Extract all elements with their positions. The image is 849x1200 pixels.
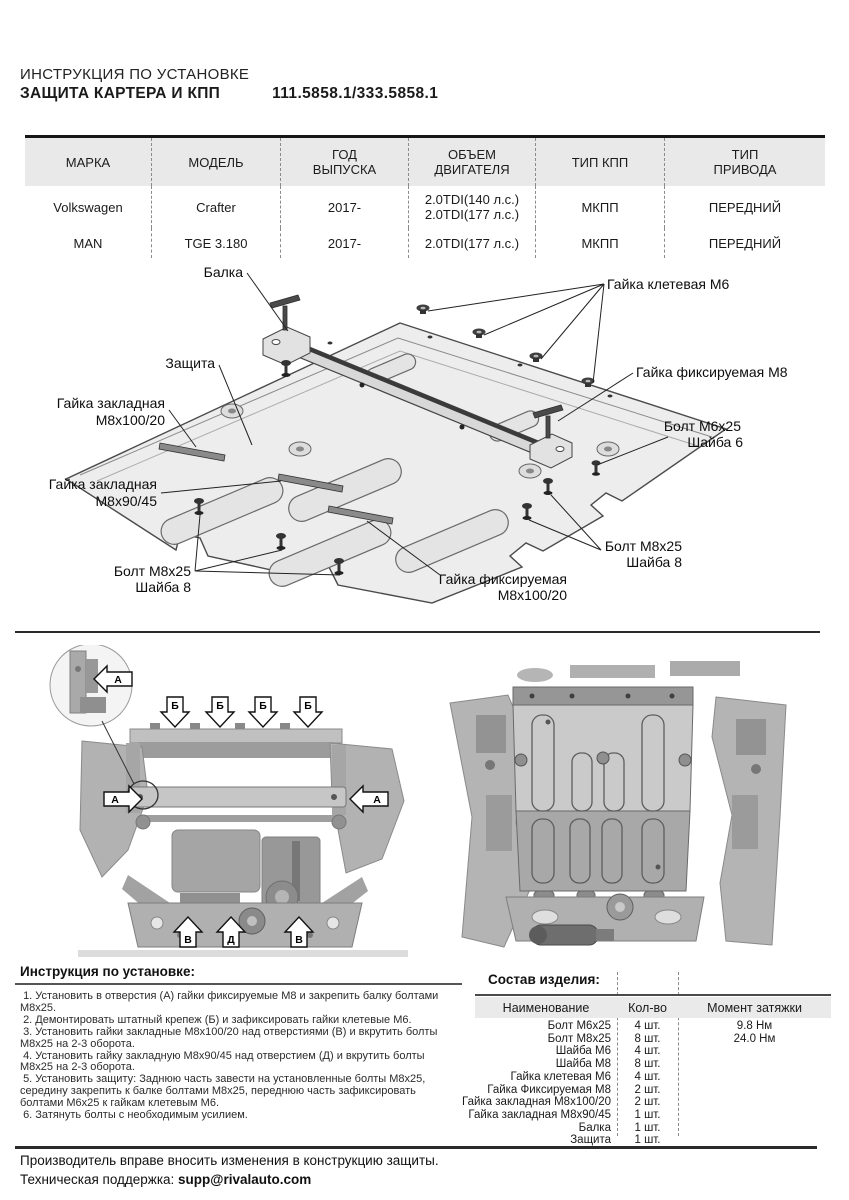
label-bolt-m6x25: Болт М6х25 [663,418,741,434]
table-cell: МКПП [535,186,664,228]
step-2: 2. Демонтировать штатный крепеж (Б) и зафиксировать гайки клетевые М6. [20,1013,412,1026]
table-cell: ПЕРЕДНИЙ [664,228,825,258]
parts-header-row [475,997,831,1018]
col-header-drive: ТИП ПРИВОДА [664,138,825,186]
support-line [20,1172,311,1187]
step-1: 1. Установить в отверстия (А) гайки фиксируемые М8 и закрепить балку болтами М8х25. [20,990,442,1014]
label-washer-8-left: Шайба 8 [135,579,191,595]
table-cell: TGE 3.180 [151,228,280,258]
installation-title: Инструкция по установке: [20,964,195,979]
parts-row: Защита 1 шт. [570,1134,661,1147]
table-cell: 2.0TDI(140 л.с.) 2.0TDI(177 л.с.) [408,186,535,228]
parts-row: Гайка закладная М8х100/20 2 шт. [462,1096,661,1109]
table-cell: 2017- [280,186,408,228]
parts-title: Состав изделия: [488,972,600,987]
label-fix-nut-100-size: М8х100/20 [497,587,567,603]
parts-row: Гайка закладная М8х90/45 1 шт. [468,1108,661,1121]
parts-row: Гайка Фиксируемая М8 2 шт. [487,1083,661,1096]
installation-section [15,964,462,1122]
chassis-shapes [80,723,404,947]
installation-steps [20,991,458,1122]
photo-underbody-after [420,645,820,975]
table-cell: 2017- [280,228,408,258]
marker-letter-b: Б [216,700,224,712]
label-beam: Балка [203,264,243,280]
label-anchor-nut-90: Гайка закладная [48,476,157,492]
footer-divider [15,1146,817,1149]
divider [15,983,462,985]
marker-letter-b: Б [304,700,312,712]
part-number: 111.5858.1/333.5858.1 [272,85,439,102]
col-header-engine: ОБЪЕМ ДВИГАТЕЛЯ [408,138,535,186]
step-6: 6. Затянуть болты с необходимым усилием. [20,1109,248,1122]
parts-row: Балка 1 шт. [578,1121,661,1134]
marker-letter-b: Б [171,700,179,712]
manufacturer-note: Производитель вправе вносить изменения в конструкцию защиты. [20,1153,439,1168]
marker-letter-d: Д [227,934,235,946]
col-header-year: ГОД ВЫПУСКА [280,138,408,186]
divider [475,994,831,996]
parts-row: Гайка клетевая М6 4 шт. [510,1070,661,1083]
marker-letter-a: А [114,674,122,686]
parts-row: Болт М8х25 8 шт. 24.0 Нм [547,1032,776,1045]
parts-row: Болт М6х25 4 шт. 9.8 Нм [547,1020,773,1032]
label-fix-nut-100: Гайка фиксируемая [438,571,567,587]
parts-row: Шайба М6 4 шт. [555,1045,661,1058]
parts-col-qty: Кол-во [628,1000,667,1015]
marker-letter-a: А [373,794,381,806]
step-3: 3. Установить гайки закладные М8х100/20 над отверстиями (В) и вкрутить болты М8х25 на 2-3 оборота. [20,1025,441,1050]
label-bolt-m8x25-left: Болт М8х25 [113,563,191,579]
table-cell: 2.0TDI(177 л.с.) [408,228,535,258]
step-5: 5. Установить защиту: Заднюю часть завести на установленные болты М8х25, середину закрепить к балке болтами М8х25, переднюю часть зафиксировать болтами М6х25 к гайкам клетевым М6. [20,1073,429,1110]
step-4: 4. Установить гайку закладную М8х90/45 над отверстием (Д) и вкрутить болты М8х25 на 2-3 оборота. [20,1049,428,1074]
col-header-gearbox: ТИП КПП [535,138,664,186]
label-fix-nut-m8: Гайка фиксируемая М8 [636,364,788,380]
table-cell: ПЕРЕДНИЙ [664,186,825,228]
exploded-diagram [0,253,849,633]
parts-col-name: Наименование [502,1000,590,1015]
subframe [506,894,704,945]
parts-row: Шайба М8 8 шт. [555,1058,661,1071]
marker-letter-v: В [184,934,192,946]
label-shield: Защита [165,355,215,371]
parts-col-torque: Момент затяжки [707,1000,802,1015]
table-cell: МКПП [535,228,664,258]
label-anchor-nut-90-size: М8х90/45 [95,493,157,509]
table-cell: Crafter [151,186,280,228]
label-anchor-nut-100-size: М8х100/20 [95,412,165,428]
table-row: Volkswagen [53,199,123,215]
vehicle-table [25,135,825,258]
installed-shield [513,687,693,900]
product-title-row [20,85,438,103]
label-washer-8-right: Шайба 8 [626,554,682,570]
parts-list-section [462,972,831,1148]
label-washer-6: Шайба 6 [687,434,743,450]
section-divider [15,631,820,633]
label-bolt-m8x25-right: Болт М8х25 [604,538,682,554]
document-title: ИНСТРУКЦИЯ ПО УСТАНОВКЕ [20,66,250,83]
col-header-model: МОДЕЛЬ [151,138,280,186]
label-cage-nut-m6: Гайка клетевая М6 [607,276,730,292]
support-email: supp@rivalauto.com [178,1172,312,1187]
parts-rows [462,1020,831,1147]
table-row: MAN [73,235,103,251]
marker-letter-b: Б [259,700,267,712]
photo-underbody-before [30,645,420,975]
support-label: Техническая поддержка: [20,1172,179,1187]
label-anchor-nut-100: Гайка закладная [56,395,165,411]
marker-letter-v: В [295,934,303,946]
product-title: ЗАЩИТА КАРТЕРА И КПП [20,85,221,102]
col-header-brand: МАРКА [25,138,151,186]
marker-letter-a: А [111,794,119,806]
